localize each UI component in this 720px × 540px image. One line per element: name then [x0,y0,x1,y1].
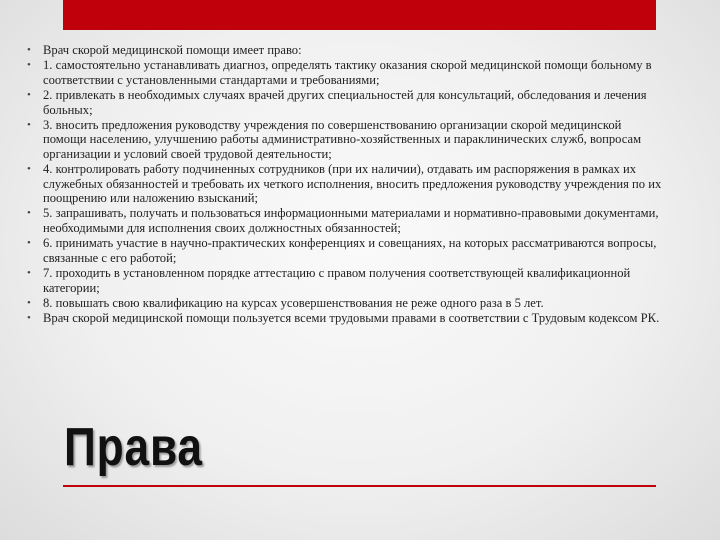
list-item [27,43,667,58]
list-item [27,236,667,265]
slide-title: Права [64,417,203,477]
bullet-icon: • [27,207,31,220]
title-underline [63,485,656,487]
list-item [27,118,667,162]
bullet-icon: • [27,59,31,72]
list-item-text: 7. проходить в установленном порядке аттестацию с правом получения соответствующей квалификационной категории; [43,266,631,295]
bullet-icon: • [27,89,31,102]
slide-content [27,43,667,326]
list-item-text: 6. принимать участие в научно-практических конференциях и совещаниях, на которых рассматриваются вопросы, связанные с его работой; [43,236,657,265]
list-item-text: 8. повышать свою квалификацию на курсах усовершенствования не реже одного раза в 5 лет. [43,295,544,310]
list-item-text: Врач скорой медицинской помощи пользуется всеми трудовыми правами в соответствии с Трудовым кодексом РК. [43,311,660,326]
bullet-icon: • [27,312,31,325]
list-item-text: 4. контролировать работу подчиненных сотрудников (при их наличии), отдавать им распоряжения в рамках их служебных обязанностей и требовать их четкого исполнения, вносить предложения руководству учреждения по их поощрению или наложению взысканий; [43,162,662,206]
bullet-icon: • [27,237,31,250]
list-item-text: 1. самостоятельно устанавливать диагноз, определять тактику оказания скорой медицинской помощи больному в соответствии с установленными стандартами и требованиями; [43,58,652,87]
list-item [27,311,667,326]
list-item [27,206,667,235]
bullet-list [27,43,667,326]
bullet-icon: • [27,163,31,176]
list-item [27,296,667,311]
bullet-icon: • [27,44,31,56]
list-item [27,162,667,206]
list-item-text: Врач скорой медицинской помощи имеет право: [43,43,302,57]
list-item-text: 5. запрашивать, получать и пользоваться информационными материалами и нормативно-правовыми документами, необходимыми для исполнения своих должностных обязанностей; [43,206,659,235]
bullet-icon: • [27,267,31,280]
list-item [27,266,667,295]
top-accent-bar [63,0,656,30]
list-item-text: 2. привлекать в необходимых случаях врачей других специальностей для консультаций, обследования и лечения больных; [43,88,647,117]
bullet-icon: • [27,296,31,309]
list-item-text: 3. вносить предложения руководству учреждения по совершенствованию организации скорой медицинской помощи населению, улучшению работы административно-хозяйственных и параклинических служб, вопросам организации и условий своей трудовой деятельности; [43,117,642,161]
list-item [27,88,667,117]
bullet-icon: • [27,118,31,131]
list-item [27,58,667,87]
